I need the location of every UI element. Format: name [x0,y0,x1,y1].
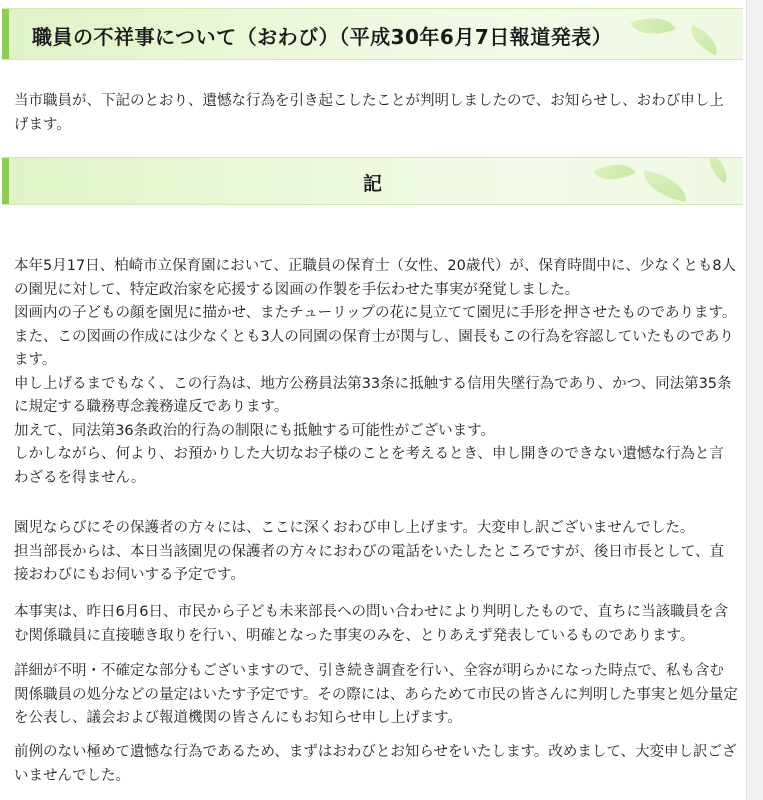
body-paragraph: 本事実は、昨日6月6日、市民から子ども未来部長への問い合わせにより判明したもので、直ちに当該職員を含む関係職員に直接聴き取りを行い、明確となった事実のみを、とりあえず発表しているものであります。 [14,604,729,644]
body-paragraph: また、この図画の作成には少なくとも3人の同園の保育士が関与し、園長もこの行為を容認していたものであります。 [14,328,734,368]
body-paragraph: 担当部長からは、本日当該園児の保護者の方々におわびの電話をいたしたところですが、後日市長として、直接おわびにもお伺いする予定です。 [14,543,725,583]
body-block-apology [14,517,738,588]
body-paragraph: 園児ならびにその保護者の方々には、ここに深くおわび申し上げます。大変申し訳ございませんでした。 [14,520,695,536]
leaf-decoration [685,25,723,56]
body-paragraph: 加えて、同法第36条政治的行為の制限にも抵触する可能性がございます。 [14,422,495,439]
leaf-decoration [630,9,675,43]
scrollbar-track[interactable] [746,0,763,800]
body-block-discovery [14,601,738,648]
body-paragraph: 図画内の子どもの顔を園児に描かせ、またチューリップの花に見立てて園児に手形を押させたものであります。 [14,305,737,321]
body-paragraph: 詳細が不明・不確定な部分もございますので、引き続き調査を行い、全容が明らかになった時点で、私も含む関係職員の処分などの量定はいたす予定です。その際には、あらためて市民の皆さんに判明した事実と処分量定を公表し、議会および報道機関の皆さんにもお知らせ申し上げます。 [14,663,738,726]
section-heading: 記 [362,173,382,195]
body-paragraph: 前例のない極めて遺憾な行為であるため、まずはおわびとお知らせをいたします。改めまして、大変申し訳ございませんでした。 [14,744,737,784]
title-banner [2,8,743,60]
body-paragraph: 本年5月17日、柏崎市立保育園において、正職員の保育士（女性、20歳代）が、保育時間中に、少なくとも8人の園児に対して、特定政治家を応援する図画の作製を手伝わせた事実が発覚しました。 [14,258,737,298]
body-block-facts [14,255,738,490]
body-block-closing [14,741,738,788]
body-block-investigation [14,660,738,731]
title-accent-bar [2,9,9,59]
page-title: 職員の不祥事について（おわび）（平成30年6月7日報道発表） [32,25,613,49]
body-paragraph: しかしながら、何より、お預かりした大切なお子様のことを考えるとき、申し開きのできない遺憾な行為と言わざるを得ません。 [14,446,724,486]
body-paragraph: 申し上げるまでもなく、この行為は、地方公務員法第33条に抵触する信用失墜行為であり、かつ、同法第35条に規定する職務専念義務違反であります。 [14,375,732,415]
intro-text [14,90,738,137]
section-banner [2,157,743,205]
intro-paragraph: 当市職員が、下記のとおり、遺憾な行為を引き起こしたことが判明しましたので、お知らせし、おわび申し上げます。 [14,93,724,133]
